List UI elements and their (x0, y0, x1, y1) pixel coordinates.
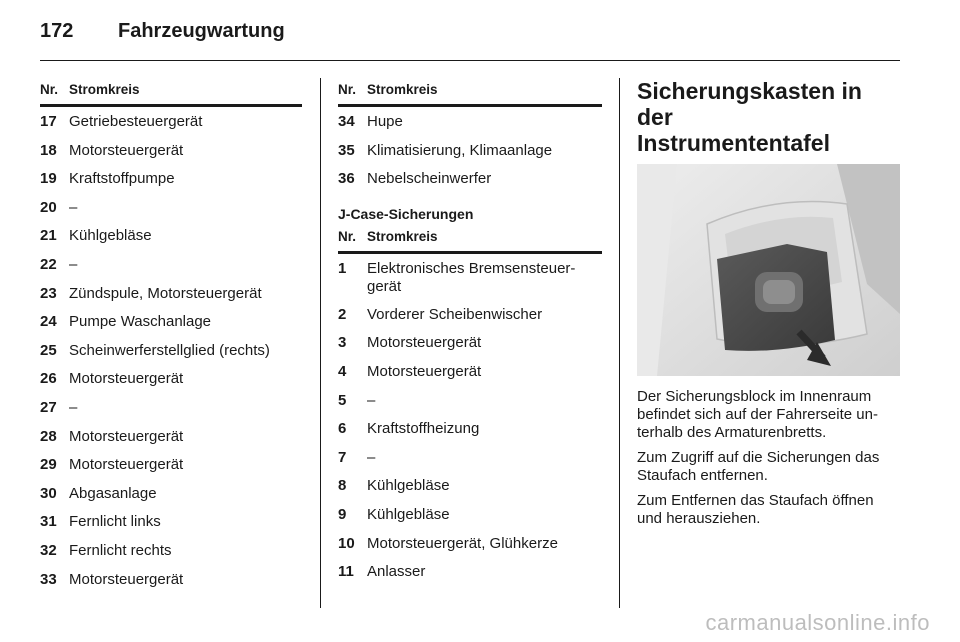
fuse-number: 17 (40, 113, 57, 130)
table-row (40, 313, 302, 342)
table-row (40, 256, 302, 285)
circuit-name: Getriebesteuergerät (69, 113, 203, 130)
table-row (40, 142, 302, 171)
circuit-name: – (69, 255, 78, 273)
table-row (338, 477, 602, 506)
fuse-number: 23 (40, 284, 57, 302)
circuit-name: Motorsteuergerät (367, 334, 482, 352)
table-row (40, 399, 302, 428)
header-circuit: Stromkreis (69, 82, 140, 97)
table-row (40, 542, 302, 571)
header-circuit: Stromkreis (367, 82, 438, 97)
storage-compartment-illustration (637, 164, 900, 376)
fuse-table-2 (338, 78, 602, 592)
table-row (338, 363, 602, 392)
fuse-number: 1 (338, 259, 347, 277)
paragraph-3: Zum Entfernen das Staufach öffnen und herausziehen. (637, 492, 874, 527)
circuit-name: Motorsteuergerät (69, 427, 184, 445)
table-row (40, 513, 302, 542)
fuse-number: 34 (338, 113, 355, 130)
fuse-number: 20 (40, 198, 57, 216)
table-row (338, 420, 602, 449)
jcase-heading: J-Case-Sicherungen (338, 205, 474, 222)
table-header (40, 78, 302, 107)
fuse-number: 29 (40, 456, 57, 474)
table-row (338, 306, 602, 335)
circuit-name: – (367, 448, 376, 466)
circuit-name: Motorsteuergerät (69, 570, 184, 588)
circuit-name: Anlasser (367, 563, 426, 581)
fuse-number: 25 (40, 341, 57, 359)
fuse-number: 36 (338, 170, 355, 188)
table-row (338, 170, 602, 199)
header-nr: Nr. (40, 82, 59, 97)
table-row (338, 563, 602, 592)
circuit-name: Motorsteuergerät (69, 370, 184, 388)
table-row (40, 571, 302, 600)
circuit-name: Kühlgebläse (69, 227, 152, 245)
table-row (338, 449, 602, 478)
fuse-number: 10 (338, 534, 355, 552)
section-instrument-panel-fusebox (637, 78, 900, 535)
table-body (338, 254, 602, 592)
table-row (40, 199, 302, 228)
section-heading-line1: Sicherungskasten in der (637, 78, 862, 130)
table-row (338, 334, 602, 363)
paragraph-1: Der Sicherungsblock im Innenraum befindet sich auf der Fahrerseite un-terhalb des Armaturenbretts. (637, 388, 878, 441)
circuit-name: Kraftstoffpumpe (69, 170, 175, 188)
table-row (338, 142, 602, 171)
header-nr: Nr. (338, 228, 357, 244)
section-text (637, 388, 900, 528)
circuit-name: Motorsteuergerät (69, 141, 184, 159)
page-number: 172 (40, 20, 74, 42)
table-row (40, 227, 302, 256)
table-body (338, 107, 602, 199)
section-heading-line2: Instrumententafel (637, 130, 830, 156)
page-title: Fahrzeugwartung (118, 20, 285, 42)
table-row (40, 342, 302, 371)
page-header (40, 18, 900, 61)
table-header (338, 225, 602, 254)
fuse-number: 3 (338, 334, 347, 352)
table-body (40, 107, 302, 599)
fuse-number: 5 (338, 391, 347, 409)
circuit-name: Fernlicht rechts (69, 541, 172, 559)
circuit-name: Fernlicht links (69, 513, 161, 531)
section-heading (637, 78, 900, 156)
circuit-name: Kühlgebläse (367, 505, 450, 523)
fuse-number: 4 (338, 362, 347, 380)
fuse-number: 27 (40, 398, 57, 416)
fuse-number: 18 (40, 141, 57, 159)
circuit-name: Zündspule, Motorsteuergerät (69, 284, 262, 302)
table-row (338, 113, 602, 142)
table-row (40, 113, 302, 142)
fuse-number: 8 (338, 477, 347, 495)
fuse-number: 6 (338, 420, 347, 438)
circuit-name: – (69, 198, 78, 216)
circuit-name: Hupe (367, 113, 403, 130)
storage-compartment-photo (637, 164, 900, 376)
table-row (40, 170, 302, 199)
circuit-name: Motorsteuergerät, Glühkerze (367, 534, 558, 552)
fuse-table-1 (40, 78, 302, 599)
circuit-name: Pumpe Waschanlage (69, 313, 212, 331)
header-circuit: Stromkreis (367, 228, 438, 244)
fuse-number: 22 (40, 255, 57, 273)
circuit-name: Klimatisierung, Klimaanlage (367, 141, 553, 159)
fuse-number: 30 (40, 484, 57, 502)
circuit-name: Motorsteuergerät (367, 362, 482, 380)
fuse-number: 9 (338, 505, 347, 523)
circuit-name: Abgasanlage (69, 484, 157, 502)
table-row (338, 260, 602, 306)
circuit-name-line2: gerät (367, 277, 402, 295)
fuse-number: 24 (40, 313, 57, 331)
circuit-name: Nebelscheinwerfer (367, 170, 492, 188)
circuit-name: Scheinwerferstellglied (rechts) (69, 341, 270, 359)
watermark: carmanualsonline.info (705, 610, 930, 635)
circuit-name: Kühlgebläse (367, 477, 450, 495)
table-row (40, 456, 302, 485)
paragraph-2: Zum Zugriff auf die Sicherungen das Staufach entfernen. (637, 449, 880, 484)
fuse-number: 26 (40, 370, 57, 388)
circuit-name: – (69, 398, 78, 416)
fuse-number: 35 (338, 141, 355, 159)
circuit-name: Motorsteuergerät (69, 456, 184, 474)
fuse-number: 32 (40, 541, 57, 559)
table-header (338, 78, 602, 107)
circuit-name (367, 260, 602, 306)
circuit-name: Vorderer Scheibenwischer (367, 305, 543, 323)
table-row (338, 535, 602, 564)
fuse-number: 19 (40, 170, 57, 188)
fuse-number: 28 (40, 427, 57, 445)
header-nr: Nr. (338, 82, 357, 97)
table-row (40, 428, 302, 457)
circuit-name-line1: Elektronisches Bremsensteuer- (367, 259, 576, 277)
fuse-number: 2 (338, 305, 347, 323)
fuse-number: 21 (40, 227, 57, 245)
table-row (338, 506, 602, 535)
table-row (40, 485, 302, 514)
column-divider (320, 78, 321, 608)
fuse-number: 33 (40, 570, 57, 588)
fuse-number: 11 (338, 563, 354, 581)
circuit-name: Kraftstoffheizung (367, 420, 480, 438)
column-divider (619, 78, 620, 608)
table-row (40, 285, 302, 314)
fuse-number: 31 (40, 513, 57, 531)
table-row (338, 392, 602, 421)
fuse-number: 7 (338, 448, 347, 466)
table-row (40, 370, 302, 399)
circuit-name: – (367, 391, 376, 409)
